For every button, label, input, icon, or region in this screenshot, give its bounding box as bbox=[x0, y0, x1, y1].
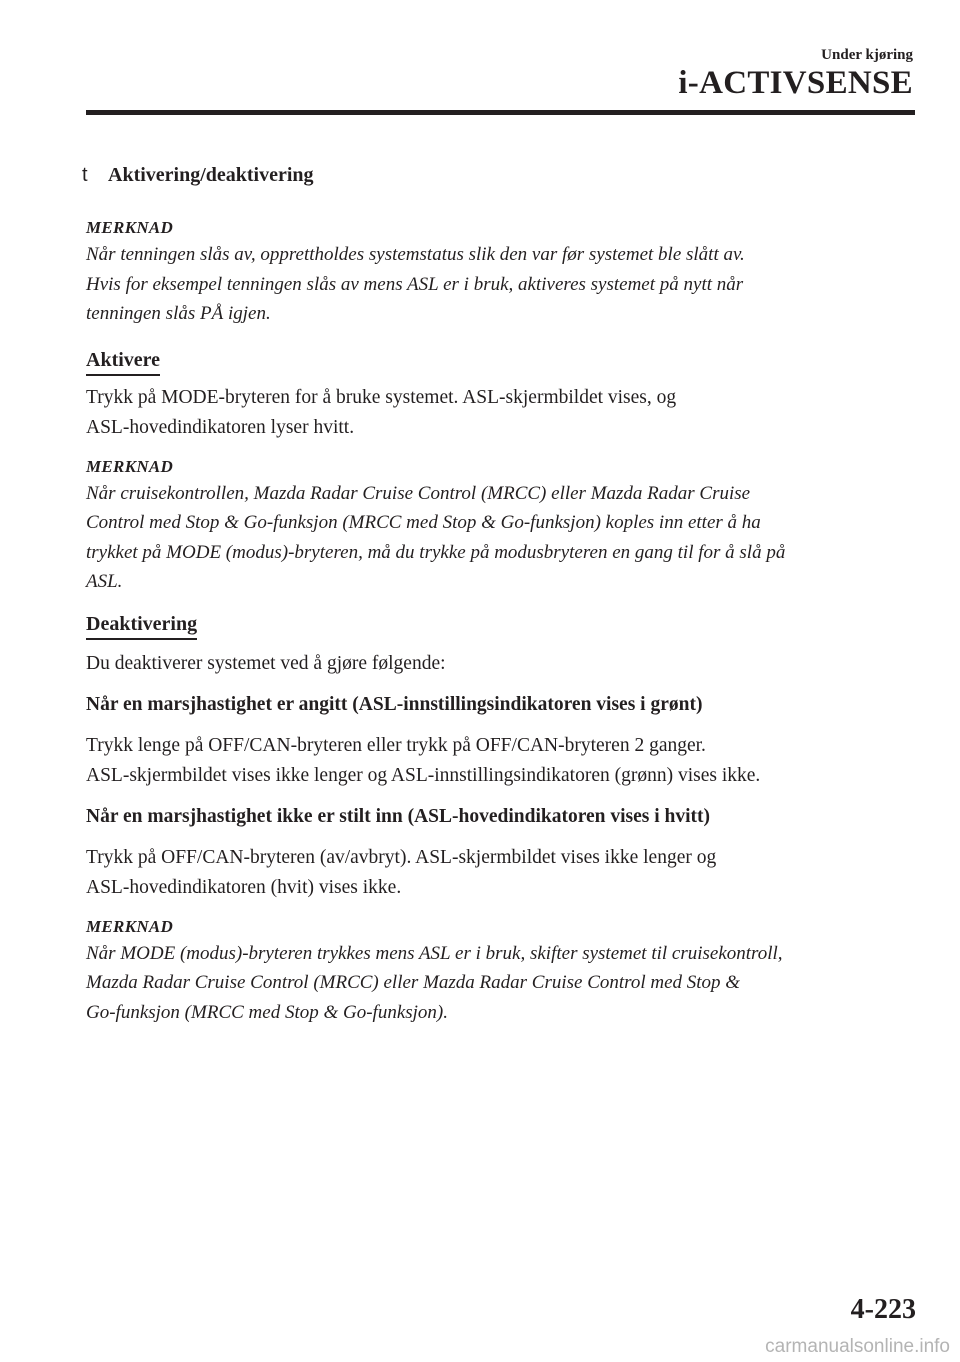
note-line: Når MODE (modus)-bryteren trykkes mens ASL er i bruk, skifter systemet til cruisekontroll, bbox=[86, 942, 783, 964]
deactivate-heading: Deaktivering bbox=[86, 611, 197, 640]
case1-heading: Når en marsjhastighet er angitt (ASL-innstillingsindikatoren vises i grønt) bbox=[86, 693, 703, 715]
note-line: Når cruisekontrollen, Mazda Radar Cruise Control (MRCC) eller Mazda Radar Cruise bbox=[86, 482, 751, 504]
note-line: tenningen slås PÅ igjen. bbox=[86, 303, 271, 324]
header-rule bbox=[86, 110, 915, 115]
running-head bbox=[678, 46, 913, 102]
note-line: Hvis for eksempel tenningen slås av mens ASL er i bruk, aktiveres systemet på nytt når bbox=[86, 273, 744, 295]
section-heading-text: Aktivering/deaktivering bbox=[108, 164, 314, 186]
section-heading bbox=[82, 160, 918, 190]
note-2 bbox=[86, 455, 918, 597]
page-content bbox=[82, 160, 918, 1027]
body-line: Trykk på OFF/CAN-bryteren (av/avbryt). ASL-skjermbildet vises ikke lenger og bbox=[86, 846, 717, 868]
page-number: 4-223 bbox=[850, 1294, 916, 1325]
note-1 bbox=[86, 216, 918, 329]
note-line: Control med Stop & Go-funksjon (MRCC med Stop & Go-funksjon) koples inn etter å ha bbox=[86, 512, 761, 533]
deactivate-intro: Du deaktiverer systemet ved å gjøre følgende: bbox=[86, 652, 446, 674]
body-line: Trykk lenge på OFF/CAN-bryteren eller trykk på OFF/CAN-bryteren 2 ganger. bbox=[86, 734, 706, 756]
case2-heading: Når en marsjhastighet ikke er stilt inn (ASL-hovedindikatoren vises i hvitt) bbox=[86, 805, 711, 827]
note-line: Go-funksjon (MRCC med Stop & Go-funksjon). bbox=[86, 1001, 449, 1023]
note-line: ASL. bbox=[86, 571, 123, 592]
section-bullet-icon: t bbox=[82, 164, 88, 186]
body-line: ASL-hovedindikatoren lyser hvitt. bbox=[86, 416, 355, 438]
note-line: trykket på MODE (modus)-bryteren, må du trykke på modusbryteren en gang til for å slå på bbox=[86, 541, 786, 563]
watermark: carmanualsonline.info bbox=[765, 1336, 950, 1357]
note-line: Mazda Radar Cruise Control (MRCC) eller Mazda Radar Cruise Control med Stop & bbox=[86, 972, 741, 993]
deactivate-section bbox=[86, 611, 918, 903]
note-3 bbox=[86, 915, 918, 1028]
note-label: MERKNAD bbox=[86, 456, 174, 476]
section-title: i-ACTIVSENSE bbox=[678, 65, 913, 101]
body-line: ASL-skjermbildet vises ikke lenger og ASL-innstillingsindikatoren (grønn) vises ikke. bbox=[86, 764, 761, 786]
note-label: MERKNAD bbox=[86, 916, 174, 936]
note-line: Når tenningen slås av, opprettholdes systemstatus slik den var før systemet ble slått av. bbox=[86, 244, 745, 265]
activate-section bbox=[86, 347, 918, 443]
note-label: MERKNAD bbox=[86, 218, 174, 237]
body-line: ASL-hovedindikatoren (hvit) vises ikke. bbox=[86, 876, 402, 898]
activate-heading: Aktivere bbox=[86, 347, 160, 376]
body-line: Trykk på MODE-bryteren for å bruke systemet. ASL-skjermbildet vises, og bbox=[86, 386, 677, 408]
chapter-title: Under kjøring bbox=[821, 47, 913, 63]
